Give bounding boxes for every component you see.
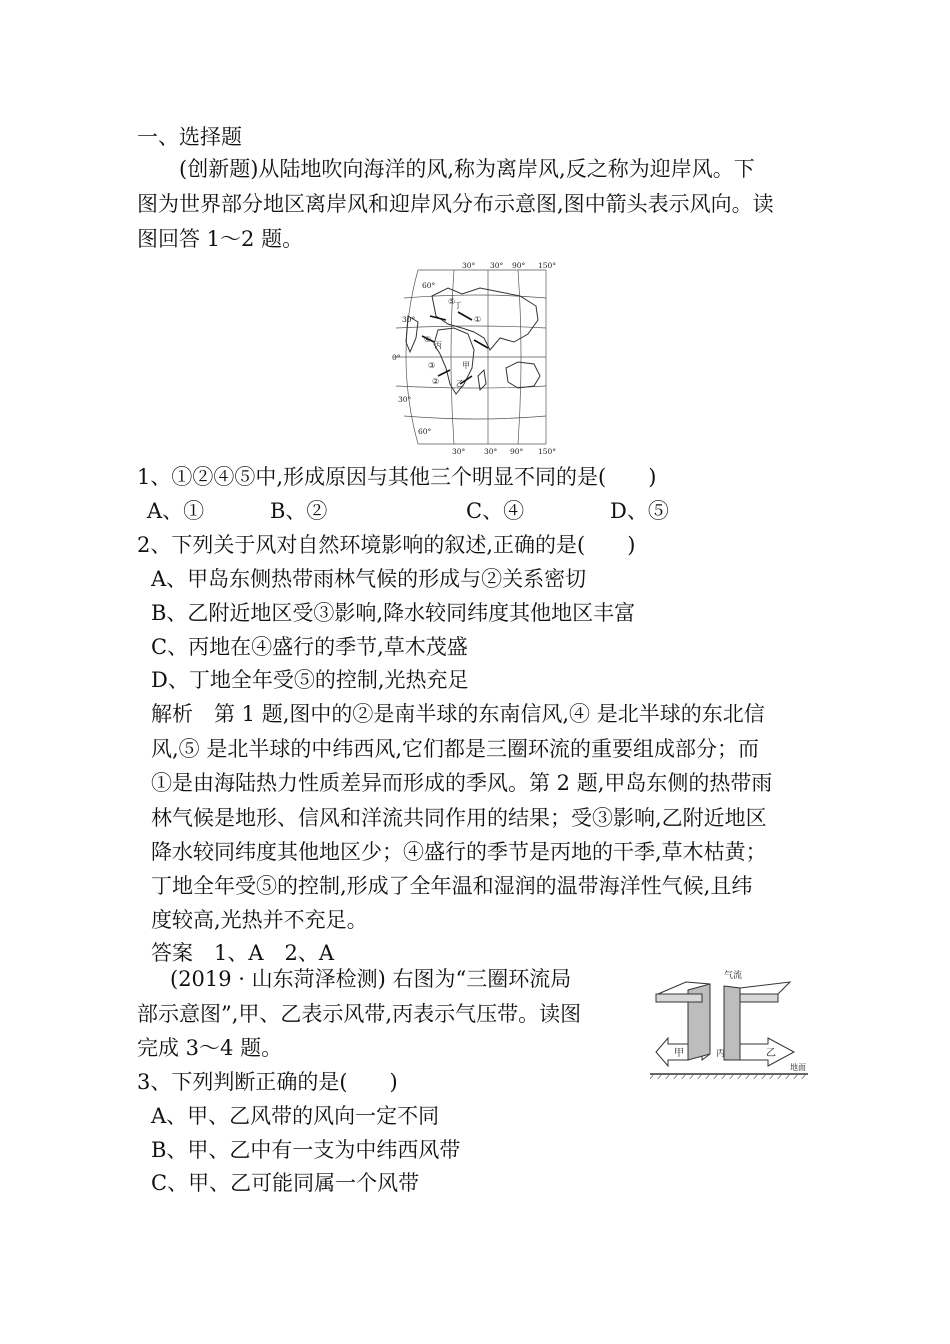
wind-marker-5: ⑤: [448, 297, 456, 306]
place-label-yi: 乙: [456, 379, 464, 388]
lon-label: 30°: [484, 447, 498, 456]
q2-option-a: A、甲岛东侧热带雨林气候的形成与②关系密切: [151, 567, 587, 591]
place-label-ding: 丁: [454, 301, 462, 310]
q3-option-a: A、甲、乙风带的风向一定不同: [151, 1104, 440, 1128]
q2-option-c: C、丙地在④盛行的季节,草木茂盛: [151, 635, 468, 659]
analysis-line-3: ①是由海陆热力性质差异而形成的季风。第 2 题,甲岛东侧的热带雨: [151, 771, 773, 795]
q1-option-c: C、④: [466, 499, 525, 523]
map-lon-top: [462, 261, 556, 270]
wind-marker-3: ③: [428, 361, 436, 370]
q1-option-b: B、②: [270, 499, 328, 523]
q2-stem: 2、下列关于风对自然环境影响的叙述,正确的是( ): [137, 533, 636, 557]
map-graticule: [394, 270, 546, 444]
lon-label: 30°: [490, 261, 504, 270]
ground-label: 地面: [790, 1063, 806, 1072]
analysis-line-6: 丁地全年受⑤的控制,形成了全年温和湿润的温带海洋性气候,且纬: [151, 874, 753, 898]
lon-label: 150°: [538, 447, 557, 456]
lon-label: 30°: [462, 261, 476, 270]
lat-label: 30°: [402, 315, 416, 324]
airflow-label: 气流: [724, 971, 743, 981]
q1-option-a: A、①: [147, 499, 205, 523]
lon-label: 90°: [510, 447, 524, 456]
analysis-line-4: 林气候是地形、信风和洋流共同作用的结果；受③影响,乙附近地区: [151, 806, 767, 830]
q3-option-b: B、甲、乙中有一支为中纬西风带: [151, 1138, 461, 1162]
lat-label: 30°: [398, 395, 412, 404]
map-lon-bottom: [452, 447, 556, 456]
place-label-jia: 甲: [462, 361, 470, 370]
intro2-line-3: 完成 3～4 题。: [137, 1036, 283, 1060]
intro-line-3: 图回答 1～2 题。: [137, 227, 304, 251]
q3-option-c: C、甲、乙可能同属一个风带: [151, 1171, 420, 1195]
lat-label: 60°: [422, 281, 436, 290]
map-lat-labels: [392, 281, 436, 436]
q2-option-d: D、丁地全年受⑤的控制,光热充足: [151, 668, 469, 692]
place-label-bing: 丙: [434, 341, 442, 350]
lon-label: 30°: [452, 447, 466, 456]
wind-marker-1: ①: [474, 315, 482, 324]
q2-option-b: B、乙附近地区受③影响,降水较同纬度其他地区丰富: [151, 601, 636, 625]
circulation-figure: [648, 964, 818, 1080]
q3-stem: 3、下列判断正确的是( ): [137, 1070, 398, 1094]
analysis-line-2: 风,⑤ 是北半球的中纬西风,它们都是三圈环流的重要组成部分；而: [151, 737, 760, 761]
intro-line-2: 图为世界部分地区离岸风和迎岸风分布示意图,图中箭头表示风向。读: [137, 192, 774, 216]
belt-label-jia: 甲: [674, 1048, 684, 1059]
intro2-line-1: (2019 · 山东菏泽检测) 右图为“三圈环流局: [170, 967, 572, 991]
lon-label: 150°: [538, 261, 557, 270]
belt-label-bing: 丙: [716, 1049, 726, 1059]
q1-option-d: D、⑤: [610, 499, 669, 523]
section-title: 一、选择题: [137, 125, 242, 149]
analysis-line-5: 降水较同纬度其他地区少；④盛行的季节是丙地的干季,草木枯黄；: [151, 840, 767, 864]
wind-marker-2: ②: [432, 377, 440, 386]
lat-label: 60°: [418, 427, 432, 436]
intro2-line-2: 部示意图”,甲、乙表示风带,丙表示气压带。读图: [137, 1002, 582, 1026]
lon-label: 90°: [512, 261, 526, 270]
wind-marker-4: ④: [424, 335, 432, 344]
analysis-line-7: 度较高,光热并不充足。: [151, 908, 368, 932]
q1-stem: 1、①②④⑤中,形成原因与其他三个明显不同的是( ): [137, 465, 657, 489]
lat-label: 0°: [392, 353, 401, 362]
analysis-line-1: 解析 第 1 题,图中的②是南半球的东南信风,④ 是北半球的东北信: [151, 702, 765, 726]
intro-line-1: (创新题)从陆地吹向海洋的风,称为离岸风,反之称为迎岸风。下: [179, 157, 755, 181]
answer-line: 答案 1、A 2、A: [151, 941, 335, 965]
wind-map-figure: [388, 258, 568, 456]
belt-label-yi: 乙: [766, 1048, 776, 1059]
